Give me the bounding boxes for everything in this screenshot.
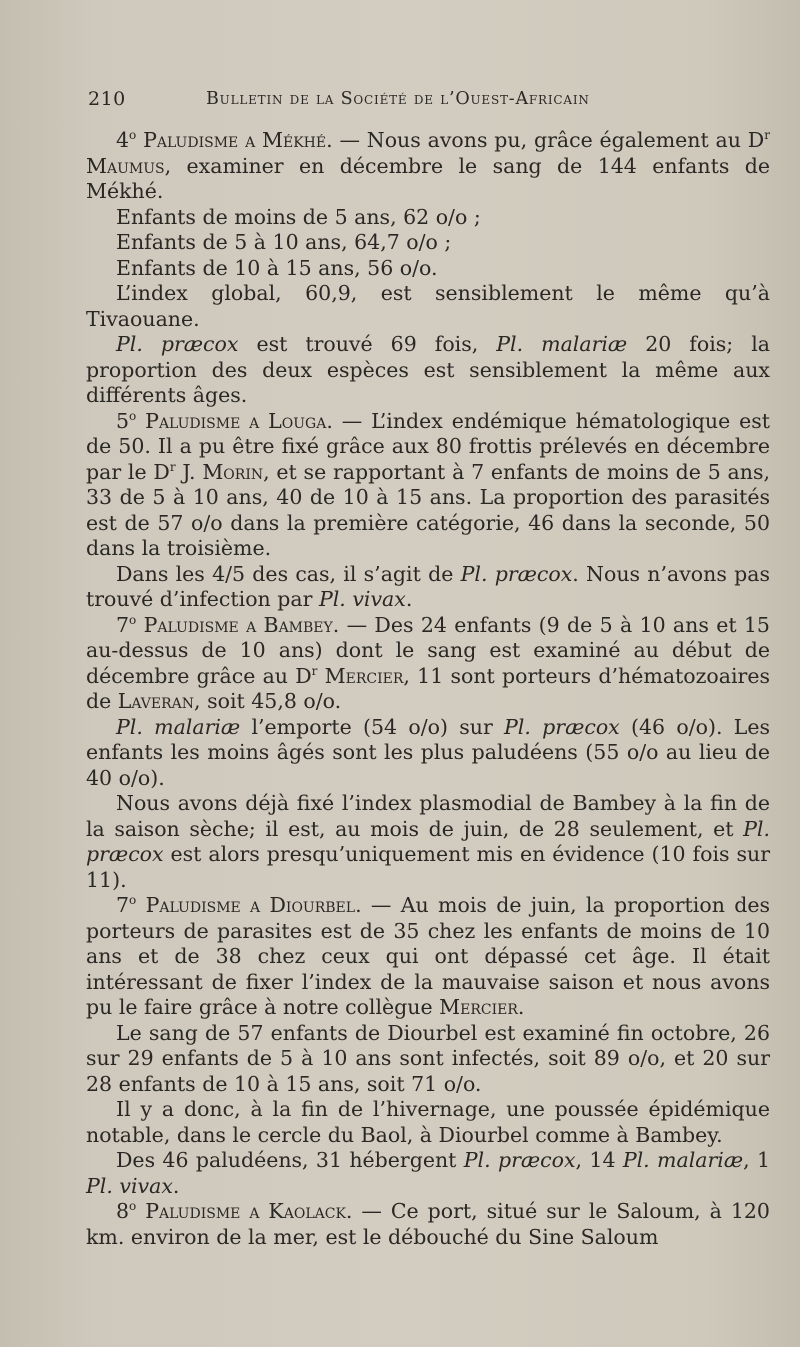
person-name: Laveran — [117, 689, 195, 713]
text-line: L’index global, 60,9, est sensiblement le même qu’à Tivaouane. — [86, 281, 770, 331]
species-name: Pl. præcox — [504, 714, 620, 739]
section-number: 7 — [116, 893, 130, 917]
species-name: Pl. malariæ — [116, 714, 241, 739]
species-name: Pl. præcox — [116, 332, 239, 356]
person-name: Morin — [202, 459, 264, 484]
section-number: 5 — [116, 408, 130, 433]
text-paragraph: Le sang de 57 enfants de Diourbel est examiné fin octobre, 26 sur 29 enfants de 5 à 10 ans sont infectés, soit 89 o/o, et 20 sur 28 enfants de 10 à 15 ans, soit 71 o/o. — [86, 1020, 770, 1096]
page-number: 210 — [88, 88, 126, 110]
section-7-bambey-paragraph: 7$^o$ Paludisme a Bambey. — Des 24 enfants (9 de 5 à 10 ans et 15 au-dessus de 10 ans) dont le sang est examiné au début de décembre grâce au $D^r$ Mercier, 11 sont porteurs d’hématozoaires de Laveran, soit 45,8 o/o. — [86, 612, 770, 713]
page-header — [88, 88, 748, 116]
species-paragraph: Pl. præcox est trouvé 69 fois, Pl. malariæ 20 fois; la proportion des deux espèces est sensiblement la même aux différents âges. — [86, 332, 770, 407]
section-title: Paludisme a Mékhé. — [143, 128, 333, 152]
species-paragraph: Pl. malariæ l’emporte (54 o/o) sur Pl. præcox (46 o/o). Les enfants les moins âgés sont les plus paludéens (55 o/o au lieu de 40 o/o). — [86, 714, 770, 790]
species-paragraph: Des 46 paludéens, 31 hébergent Pl. præcox, 14 Pl. malariæ, 1 Pl. vivax. — [86, 1148, 771, 1198]
person-name: Mercier — [439, 995, 518, 1019]
running-title: Bulletin de la Société de l’Ouest-Africain — [206, 89, 590, 109]
section-title: Paludisme a Kaolack. — [145, 1199, 353, 1223]
section-4-paragraph: 4$^o$ Paludisme a Mékhé. — Nous avons pu, grâce également au $D^r$ Maumus, examiner en décembre le sang de 144 enfants de Mékhé. — [86, 128, 770, 203]
species-name: Pl. præcox — [460, 561, 573, 586]
section-title: Paludisme a Louga. — [145, 408, 333, 433]
section-number: 7 — [116, 612, 130, 637]
text-paragraph: Nous avons déjà fixé l’index plasmodial de Bambey à la fin de la saison sèche; il est, au mois de juin, de 28 seulement, et Pl. præcox est alors presqu’uniquement mis en évidence (10 fois sur 11). — [86, 791, 770, 892]
species-name: Pl. præcox — [463, 1148, 576, 1172]
section-number: 8 — [116, 1199, 130, 1223]
text-paragraph: Il y a donc, à la fin de l’hivernage, une poussée épidémique notable, dans le cercle du Baol, à Diourbel comme à Bambey. — [86, 1097, 770, 1147]
species-name: Pl. præcox — [86, 816, 770, 866]
person-name: Mercier — [324, 663, 404, 688]
text-line: Enfants de moins de 5 ans, 62 o/o ; — [116, 204, 481, 229]
body-text — [86, 128, 770, 1250]
species-name: Pl. malariæ — [496, 332, 628, 356]
section-title: Paludisme a Bambey. — [143, 612, 340, 637]
section-title: Paludisme a Diourbel. — [145, 893, 362, 917]
species-paragraph: Dans les 4/5 des cas, il s’agit de Pl. præcox. Nous n’avons pas trouvé d’infection par Pl. vivax. — [86, 561, 770, 611]
species-name: Pl. malariæ — [622, 1148, 744, 1172]
species-name: Pl. vivax — [318, 587, 406, 611]
section-number: 4 — [116, 128, 130, 152]
section-7-diourbel-paragraph: 7$^o$ Paludisme a Diourbel. — Au mois de juin, la proportion des porteurs de parasites est de 35 chez les enfants de moins de 10 ans et de 38 chez ceux qui ont dépassé cet âge. Il était intéressant de fixer l’index de la mauvaise saison et nous avons pu le faire grâce à notre collègue Mercier. — [86, 893, 770, 1019]
section-8-paragraph: 8$^o$ Paludisme a Kaolack. — Ce port, situé sur le Saloum, à 120 km. environ de la mer, est le débouché du Sine Saloum — [86, 1199, 770, 1249]
species-name: Pl. vivax — [86, 1173, 173, 1198]
section-5-paragraph: 5$^o$ Paludisme a Louga. — L’index endémique hématologique est de 50. Il a pu être fixé grâce aux 80 frottis prélevés en décembre par le $D^r$ J. Morin, et se rapportant à 7 enfants de moins de 5 ans, 33 de 5 à 10 ans, 40 de 10 à 15 ans. La proportion des parasités est de 57 o/o dans la première catégorie, 46 dans la seconde, 50 dans la troisième. — [86, 408, 770, 560]
text-line: Enfants de 5 à 10 ans, 64,7 o/o ; — [116, 230, 452, 254]
person-name: Maumus — [86, 153, 165, 178]
text-line: Enfants de 10 à 15 ans, 56 o/o. — [116, 255, 438, 280]
